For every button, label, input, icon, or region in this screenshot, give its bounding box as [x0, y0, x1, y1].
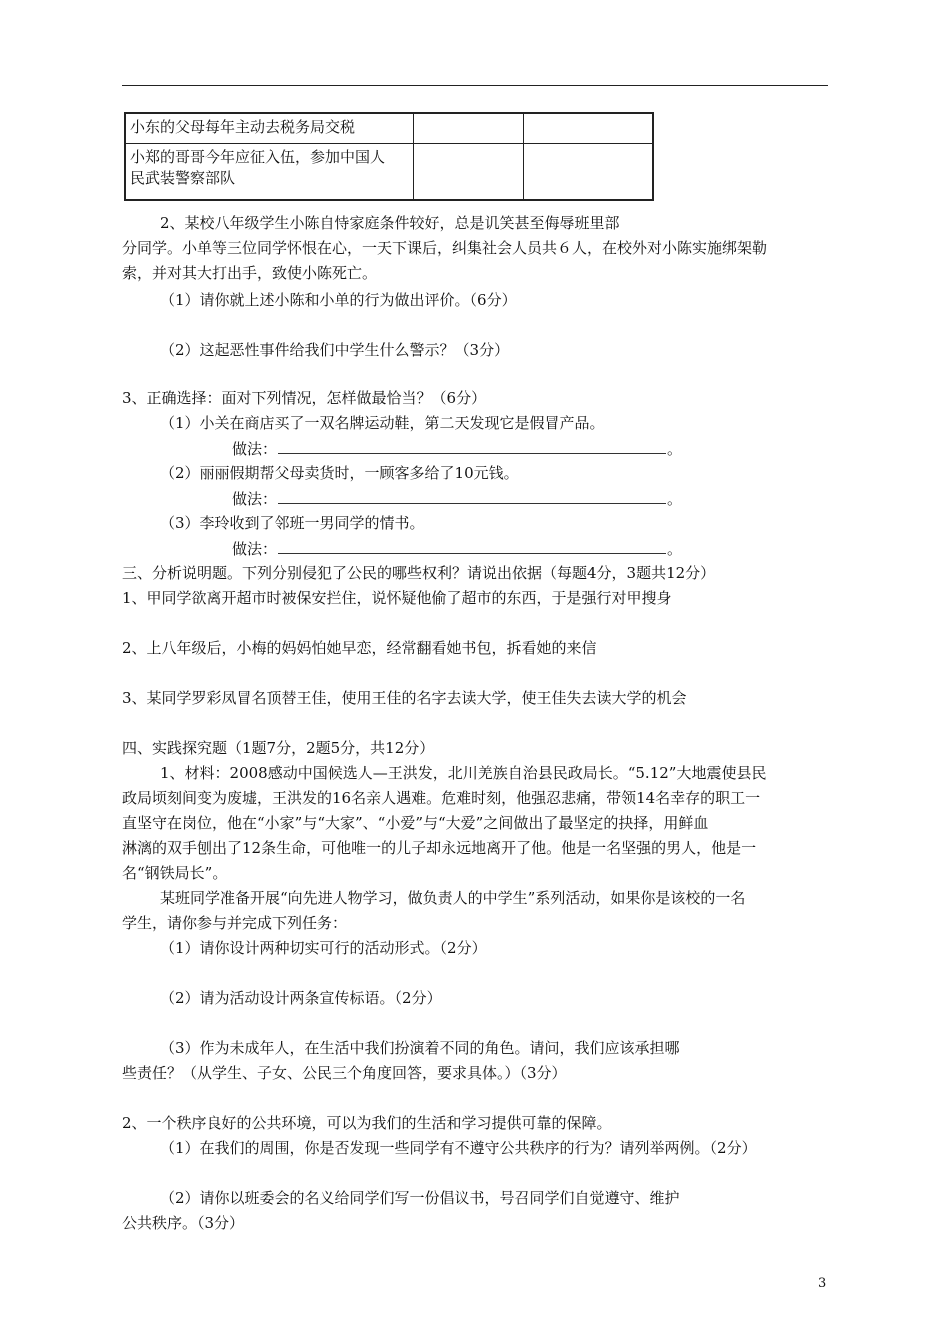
task-subquestion: （2）请为活动设计两条宣传标语。（2分） — [160, 989, 442, 1007]
q2-text: 2、某校八年级学生小陈自恃家庭条件较好，总是讥笑甚至侮辱班里部 — [160, 214, 620, 232]
table-cell-blank — [523, 143, 653, 200]
section4-title: 四、实践探究题（1题7分，2题5分，共12分） — [122, 739, 435, 757]
q3-item: （2）丽丽假期帮父母卖货时，一顾客多给了10元钱。 — [160, 464, 519, 482]
q2-text: 分同学。小单等三位同学怀恨在心，一天下课后，纠集社会人员共６人，在校外对小陈实施绑架勒 — [122, 239, 768, 257]
q2-subquestion: （2）请你以班委会的名义给同学们写一份倡议书，号召同学们自觉遵守、维护 — [160, 1189, 680, 1207]
table-row — [125, 113, 653, 143]
q2-subquestion: 公共秩序。（3分） — [122, 1214, 245, 1232]
table-cell-blank — [523, 113, 653, 143]
section3-question: 1、甲同学欲离开超市时被保安拦住，说怀疑他偷了超市的东西，于是强行对甲搜身 — [122, 589, 672, 607]
answer-line: 做法： 。 — [232, 440, 683, 458]
section3-title: 三、分析说明题。下列分别侵犯了公民的哪些权利？请说出依据（每题4分，3题共12分） — [122, 564, 716, 582]
q2-subquestion: （2）这起恶性事件给我们中学生什么警示？（3分） — [160, 341, 510, 359]
answer-line: 做法： 。 — [232, 540, 683, 558]
page-number: 3 — [818, 1276, 827, 1291]
answer-table — [124, 112, 654, 201]
table-cell-statement: 小郑的哥哥今年应征入伍，参加中国人 民武装警察部队 — [125, 143, 413, 200]
material-text: 淋漓的双手刨出了12条生命，可他唯一的儿子却永远地离开了他。他是一名坚强的男人，他是一 — [122, 839, 757, 857]
task-text: 学生，请你参与并完成下列任务： — [122, 914, 348, 932]
task-subquestion: （3）作为未成年人，在生活中我们扮演着不同的角色。请问，我们应该承担哪 — [160, 1039, 680, 1057]
q3-title: 3、正确选择：面对下列情况，怎样做最恰当？（6分） — [122, 389, 487, 407]
q3-item: （3）李玲收到了邻班一男同学的情书。 — [160, 514, 425, 532]
material-text: 直坚守在岗位，他在“小家”与“大家”、“小爱”与“大爱”之间做出了最坚定的抉择，用鲜血 — [122, 814, 709, 832]
section3-question: 2、上八年级后，小梅的妈妈怕她早恋，经常翻看她书包，拆看她的来信 — [122, 639, 597, 657]
material-text: 政局顷刻间变为废墟，王洪发的16名亲人遇难。危难时刻，他强忍悲痛，带领14名幸存的职工一 — [122, 789, 761, 807]
q2-subquestion: （1）请你就上述小陈和小单的行为做出评价。（6分） — [160, 291, 517, 309]
table-cell-statement: 小东的父母每年主动去税务局交税 — [125, 113, 413, 143]
answer-blank[interactable] — [278, 488, 666, 504]
answer-blank[interactable] — [278, 538, 666, 554]
q2-title: 2、一个秩序良好的公共环境，可以为我们的生活和学习提供可靠的保障。 — [122, 1114, 612, 1132]
material-text: 1、材料：2008感动中国候选人—王洪发，北川羌族自治县民政局长。“5.12”大地震使县民 — [160, 764, 767, 782]
table-row — [125, 143, 653, 200]
answer-line: 做法： 。 — [232, 490, 683, 508]
answer-blank[interactable] — [278, 438, 666, 454]
task-subquestion: 些责任？（从学生、子女、公民三个角度回答，要求具体。）（3分） — [122, 1064, 567, 1082]
table-cell-blank — [413, 143, 523, 200]
task-text: 某班同学准备开展“向先进人物学习，做负责人的中学生”系列活动，如果你是该校的一名 — [160, 889, 746, 907]
q2-text: 索，并对其大打出手，致使小陈死亡。 — [122, 264, 378, 282]
q2-subquestion: （1）在我们的周围，你是否发现一些同学有不遵守公共秩序的行为？请列举两例。（2分） — [160, 1139, 757, 1157]
task-subquestion: （1）请你设计两种切实可行的活动形式。（2分） — [160, 939, 487, 957]
section3-question: 3、某同学罗彩凤冒名顶替王佳，使用王佳的名字去读大学，使王佳失去读大学的机会 — [122, 689, 687, 707]
header-rule — [122, 85, 828, 86]
q3-item: （1）小关在商店买了一双名牌运动鞋，第二天发现它是假冒产品。 — [160, 414, 605, 432]
table-cell-blank — [413, 113, 523, 143]
material-text: 名“钢铁局长”。 — [122, 864, 228, 882]
